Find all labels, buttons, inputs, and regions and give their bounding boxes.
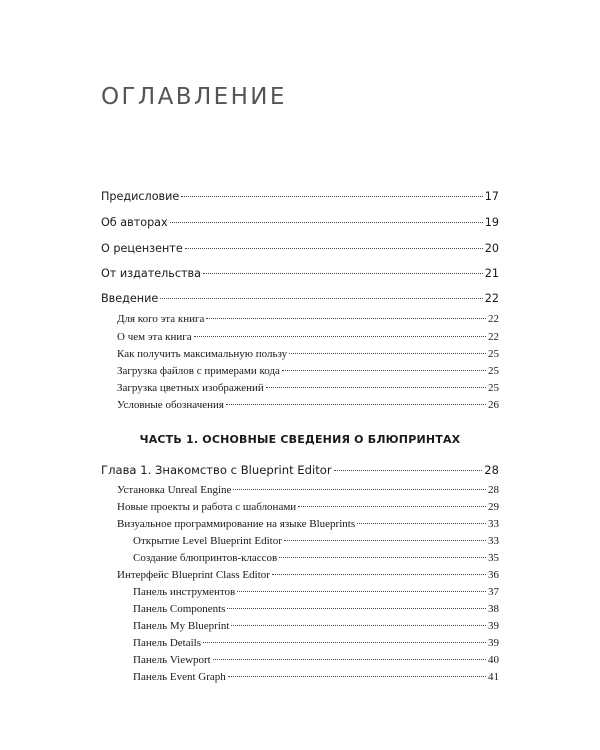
leader-dots [237,591,486,592]
leader-dots [266,387,486,388]
toc-entry-page: 41 [488,671,499,683]
toc-subentry[interactable] [117,399,499,411]
toc-entry-label: Об авторах [101,216,168,229]
toc-subsubentry[interactable] [133,620,499,632]
toc-entry-page: 37 [488,586,499,598]
toc-entry-publisher[interactable] [101,267,499,280]
toc-entry-label: Панель Details [133,637,202,649]
toc-entry-page: 22 [484,292,499,305]
toc-entry-page: 29 [488,501,499,513]
toc-subsubentry[interactable] [133,637,499,649]
toc-entry-reviewer[interactable] [101,242,499,255]
toc-entry-label: Предисловие [101,190,180,203]
toc-entry-label: Панель Components [133,603,226,615]
toc-entry-page: 26 [488,399,499,411]
toc-entry-label: О чем эта книга [117,331,192,343]
leader-dots [284,540,486,541]
toc-subsubentry[interactable] [133,603,499,615]
leader-dots [228,676,486,677]
leader-dots [206,318,486,319]
toc-subentry[interactable] [117,365,499,377]
toc-entry-label: Для кого эта книга [117,313,205,325]
leader-dots [203,642,486,643]
leader-dots [334,470,483,471]
toc-entry-label: Открытие Level Blueprint Editor [133,535,282,547]
toc-subentry[interactable] [117,382,499,394]
toc-subsubentry[interactable] [133,535,499,547]
leader-dots [233,489,486,490]
toc-entry-label: Интерфейс Blueprint Class Editor [117,569,270,581]
toc-entry-page: 17 [484,190,499,203]
toc-entry-page: 25 [488,382,499,394]
leader-dots [170,222,483,223]
toc-subsubentry[interactable] [133,586,499,598]
toc-entry-page: 25 [488,348,499,360]
toc-subentry[interactable] [117,313,499,325]
leader-dots [203,273,483,274]
toc-entry-label: Новые проекты и работа с шаблонами [117,501,297,513]
leader-dots [226,404,486,405]
toc-entry-page: 21 [484,267,499,280]
toc-entry-label: Глава 1. Знакомство с Blueprint Editor [101,463,332,477]
toc-entry-label: Как получить максимальную пользу [117,348,288,360]
toc-entry-label: Условные обозначения [117,399,224,411]
leader-dots [160,298,483,299]
toc-entry-label: От издательства [101,267,201,280]
toc-entry-label: Введение [101,292,159,305]
toc-entry-label: Панель My Blueprint [133,620,230,632]
toc-entry-label: Панель Viewport [133,654,211,666]
toc-entry-page: 33 [488,518,499,530]
toc-entry-preface[interactable] [101,190,499,203]
toc-entry-page: 20 [484,242,499,255]
toc-entry-label: Установка Unreal Engine [117,484,232,496]
leader-dots [185,248,483,249]
toc-entry-page: 36 [488,569,499,581]
page-title: ОГЛАВЛЕНИЕ [101,84,287,110]
leader-dots [282,370,486,371]
toc-entry-label: О рецензенте [101,242,183,255]
leader-dots [289,353,486,354]
toc-entry-label: Загрузка цветных изображений [117,382,264,394]
toc-subentry[interactable] [117,518,499,530]
toc-subsubentry[interactable] [133,654,499,666]
toc-subentry[interactable] [117,569,499,581]
toc-entry-page: 39 [488,637,499,649]
toc-entry-label: Загрузка файлов с примерами кода [117,365,280,377]
part-title: ЧАСТЬ 1. ОСНОВНЫЕ СВЕДЕНИЯ О БЛЮПРИНТАХ [139,433,461,446]
toc-entry-page: 33 [488,535,499,547]
toc-entry-page: 28 [488,484,499,496]
leader-dots [298,506,486,507]
toc-entry-label: Визуальное программирование на языке Blueprints [117,518,356,530]
toc-entry-page: 19 [484,216,499,229]
toc-entry-page: 25 [488,365,499,377]
toc-entry-page: 35 [488,552,499,564]
toc-entry-label: Панель Event Graph [133,671,226,683]
toc-entry-introduction[interactable] [101,292,499,305]
toc-chapter-entry[interactable] [101,463,499,477]
leader-dots [357,523,486,524]
leader-dots [227,608,486,609]
toc-entry-page: 40 [488,654,499,666]
toc-subsubentry[interactable] [133,671,499,683]
toc-subentry[interactable] [117,348,499,360]
toc-entry-label: Создание блюпринтов-классов [133,552,278,564]
toc-subentry[interactable] [117,331,499,343]
toc-entry-page: 22 [488,313,499,325]
toc-entry-page: 38 [488,603,499,615]
toc-entry-authors[interactable] [101,216,499,229]
leader-dots [231,625,486,626]
toc-entry-page: 22 [488,331,499,343]
leader-dots [181,196,482,197]
leader-dots [279,557,486,558]
leader-dots [272,574,486,575]
toc-entry-page: 28 [484,463,499,477]
leader-dots [194,336,486,337]
toc-entry-page: 39 [488,620,499,632]
toc-subsubentry[interactable] [133,552,499,564]
toc-subentry[interactable] [117,501,499,513]
toc-entry-label: Панель инструментов [133,586,236,598]
toc-subentry[interactable] [117,484,499,496]
leader-dots [213,659,486,660]
